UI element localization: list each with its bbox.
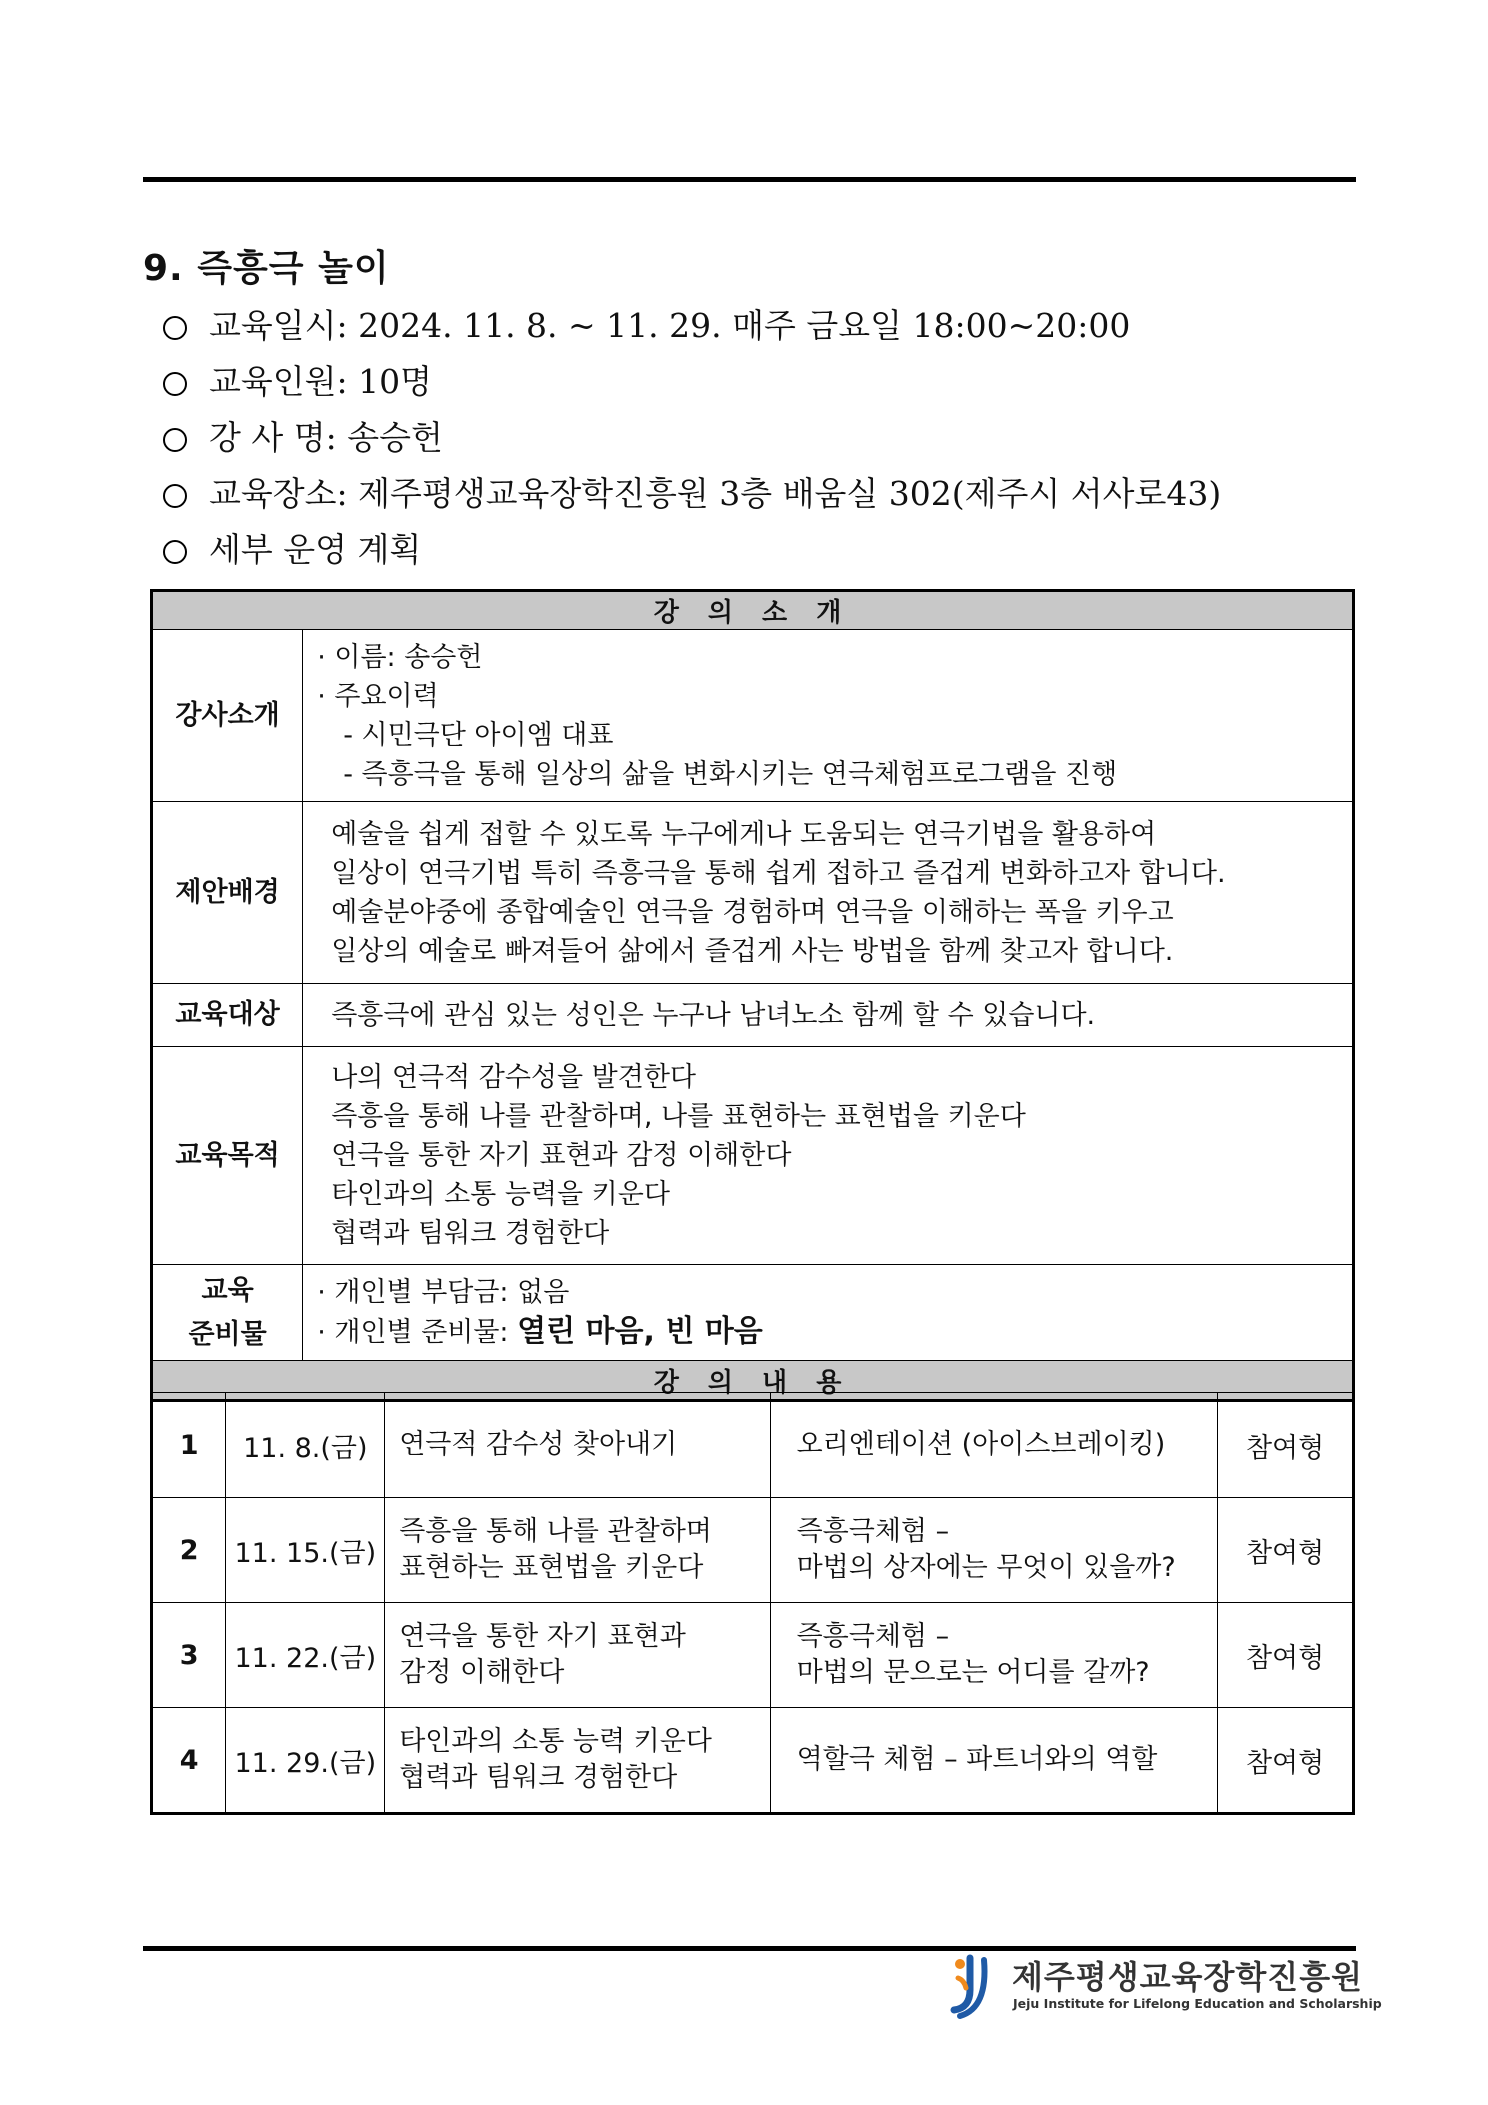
career-item: - 즉흥극을 통해 일상의 삶을 변화시키는 연극체험프로그램을 진행 [343,758,1118,790]
info-item-location: 교육장소: 제주평생교육장학진흥원 3층 배움실 302(제주시 서사로43) [163,466,1221,522]
instructor-name: · 이름: 송승헌 [317,638,1338,677]
schedule-band: 강 의 내 용 [152,1361,1354,1401]
operation-plan-table [150,589,1355,1402]
table-row: 2 11. 15.(금) 즉흥을 통해 나를 관찰하며 표현하는 표현법을 키운다 즉흥극체험 – 마법의 상자에는 무엇이 있을까? 참여형 [152,1498,1354,1603]
target-text: 즉흥극에 관심 있는 성인은 누구나 남녀노소 함께 할 수 있습니다. [303,984,1354,1047]
info-item-plan: 세부 운영 계획 [163,522,1221,578]
goal-line: 나의 연극적 감수성을 발견한다 [331,1062,697,1093]
goal-line: 타인과의 소통 능력을 키운다 [331,1179,670,1210]
target-head: 교육대상 [152,984,303,1047]
background-content [303,802,1354,984]
top-divider [143,177,1356,182]
career-item: - 시민극단 아이엠 대표 [343,719,614,751]
supplies-items-value: 열린 마음, 빈 마음 [517,1314,763,1349]
career-label: · 주요이력 [317,677,1338,716]
circle-bullet-icon [163,484,187,508]
intro-band: 강 의 소 개 [152,591,1354,630]
org-name-en: Jeju Institute for Lifelong Education and Scholarship [1013,1996,1382,2011]
info-item-instructor: 강 사 명: 송승헌 [163,410,1221,466]
table-row: 4 11. 29.(금) 타인과의 소통 능력 키운다 협력과 팀워크 경험한다 역할극 체험 – 파트너와의 역할 참여형 [152,1708,1354,1814]
table-row: 3 11. 22.(금) 연극을 통한 자기 표현과 감정 이해한다 즉흥극체험 – 마법의 문으로는 어디를 갈까? 참여형 [152,1603,1354,1708]
background-head: 제안배경 [152,802,303,984]
supplies-cost: · 개인별 부담금: 없음 [317,1273,1338,1312]
goals-head: 교육목적 [152,1047,303,1265]
goals-content [303,1047,1354,1265]
schedule-table [150,1392,1355,1815]
instructor-content [303,630,1354,802]
info-item-capacity: 교육인원: 10명 [163,354,1221,410]
background-line: 일상이 연극기법 특히 즉흥극을 통해 쉽게 접하고 즐겁게 변화하고자 합니다. [331,857,1226,889]
background-line: 예술을 쉽게 접할 수 있도록 누구에게나 도움되는 연극기법을 활용하여 [331,818,1157,850]
goal-line: 협력과 팀워크 경험한다 [331,1218,610,1249]
circle-bullet-icon [163,372,187,396]
supplies-head: 교육 준비물 [152,1265,303,1361]
info-item-schedule: 교육일시: 2024. 11. 8. ~ 11. 29. 매주 금요일 18:00~20:00 [163,298,1221,354]
circle-bullet-icon [163,428,187,452]
supplies-content [303,1265,1354,1361]
supplies-items: · 개인별 준비물: 열린 마음, 빈 마음 [317,1312,1338,1352]
info-list [163,298,1221,578]
circle-bullet-icon [163,316,187,340]
org-name: 제주평생교육장학진흥원 [1012,1958,1364,1996]
circle-bullet-icon [163,540,187,564]
background-line: 일상의 예술로 빠져들어 삶에서 즐겁게 사는 방법을 함께 찾고자 합니다. [331,935,1174,967]
goal-line: 연극을 통한 자기 표현과 감정 이해한다 [331,1140,792,1171]
instructor-head: 강사소개 [152,630,303,802]
table-row: 1 11. 8.(금) 연극적 감수성 찾아내기 오리엔테이션 (아이스브레이킹) 참여형 [152,1393,1354,1498]
background-line: 예술분야중에 종합예술인 연극을 경험하며 연극을 이해하는 폭을 키우고 [331,896,1174,928]
goal-line: 즉흥을 통해 나를 관찰하며, 나를 표현하는 표현법을 키운다 [331,1101,1026,1132]
org-logo-mark-icon [950,1950,1006,2020]
org-logo [950,1950,1382,2020]
section-title: 9. 즉흥극 놀이 [143,248,390,289]
